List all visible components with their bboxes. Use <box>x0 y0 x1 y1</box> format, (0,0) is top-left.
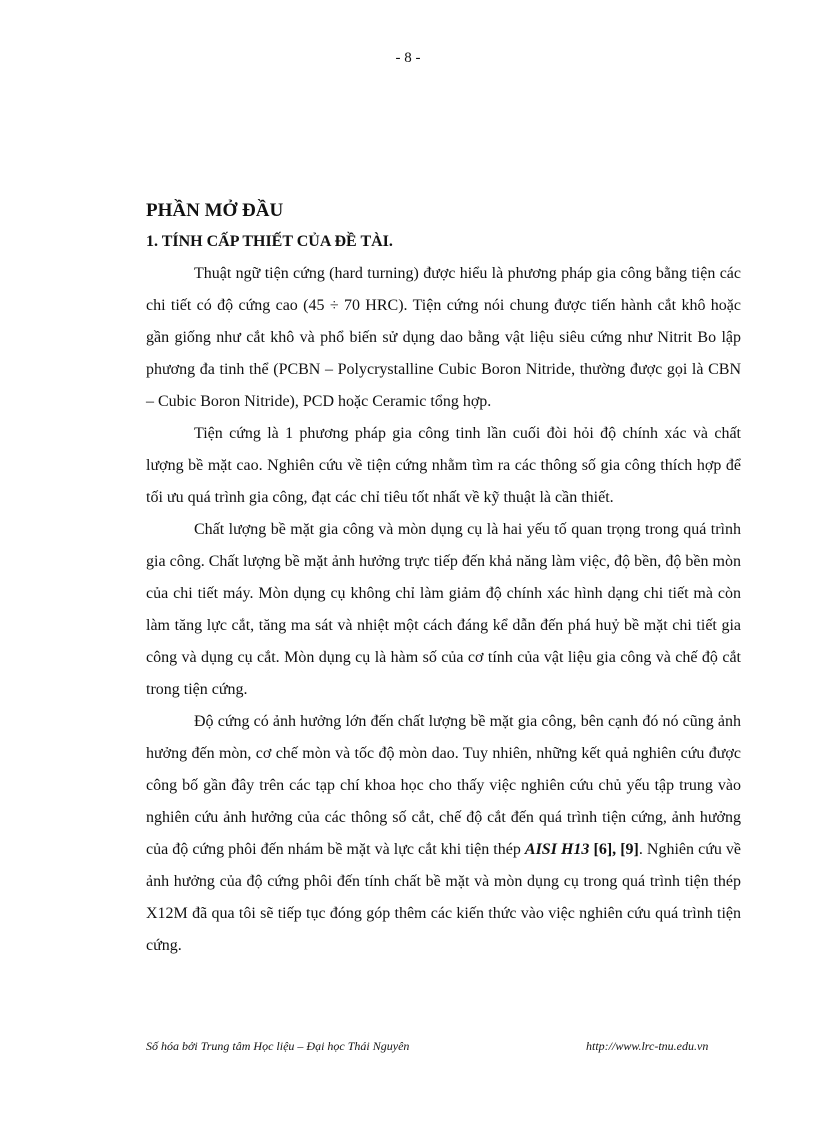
paragraph-4-text: Độ cứng có ảnh hưởng lớn đến chất lượng bề mặt gia công, bên cạnh đó nó cũng ảnh hưởng đến mòn, cơ chế mòn và tốc độ mòn dao. Tuy nhiên, những kết quả nghiên cứu được công bố gần đây trên các tạp chí khoa học cho thấy việc nghiên cứu chủ yếu tập trung vào nghiên cứu ảnh hưởng của các thông số cắt, chế độ cắt đến quá trình tiện cứng, ảnh hưởng của độ cứng phôi đến nhám bề mặt và lực cắt khi tiện thép <box>146 713 741 858</box>
footer-source: Số hóa bởi Trung tâm Học liệu – Đại học Thái Nguyên <box>146 1039 410 1053</box>
paragraph-1: Thuật ngữ tiện cứng (hard turning) được hiểu là phương pháp gia công bằng tiện các chi tiết có độ cứng cao (45 ÷ 70 HRC). Tiện cứng nói chung được tiến hành cắt khô hoặc gần giống như cắt khô và phổ biến sử dụng dao bằng vật liệu siêu cứng như Nitrit Bo lập phương đa tinh thể (PCBN – Polycrystalline Cubic Boron Nitride, thường được gọi là CBN – Cubic Boron Nitride), PCD hoặc Ceramic tổng hợp. <box>146 265 741 410</box>
steel-grade-emphasis: AISI H13 <box>524 841 590 858</box>
page-number: - 8 - <box>395 50 421 66</box>
citation-refs: [6], [9] <box>593 841 639 858</box>
paragraph-4 <box>146 706 741 962</box>
footer-url: http://www.lrc-tnu.edu.vn <box>586 1039 709 1053</box>
body-text <box>146 258 741 962</box>
page-title: PHẦN MỞ ĐẦU <box>146 200 284 221</box>
section-heading: 1. TÍNH CẤP THIẾT CỦA ĐỀ TÀI. <box>146 233 393 250</box>
paragraph-2: Tiện cứng là 1 phương pháp gia công tinh lần cuối đòi hỏi độ chính xác và chất lượng bề mặt cao. Nghiên cứu về tiện cứng nhằm tìm ra các thông số gia công thích hợp để tối ưu quá trình gia công, đạt các chỉ tiêu tốt nhất về kỹ thuật là cần thiết. <box>146 425 741 506</box>
paragraph-4-text-cont: . Nghiên cứu về ảnh hưởng của độ cứng phôi đến tính chất bề mặt và mòn dụng cụ trong quá trình tiện thép X12M đã qua tôi sẽ tiếp tục đóng góp thêm các kiến thức vào việc nghiên cứu quá trình tiện cứng. <box>146 841 742 954</box>
paragraph-3: Chất lượng bề mặt gia công và mòn dụng cụ là hai yếu tố quan trọng trong quá trình gia công. Chất lượng bề mặt ảnh hưởng trực tiếp đến khả năng làm việc, độ bền, độ bền mòn của chi tiết máy. Mòn dụng cụ không chỉ làm giảm độ chính xác hình dạng chi tiết mà còn làm tăng lực cắt, tăng ma sát và nhiệt một cách đáng kể dẫn đến phá huỷ bề mặt chi tiết gia công và dụng cụ cắt. Mòn dụng cụ là hàm số của cơ tính của vật liệu gia công và chế độ cắt trong tiện cứng. <box>146 521 741 698</box>
